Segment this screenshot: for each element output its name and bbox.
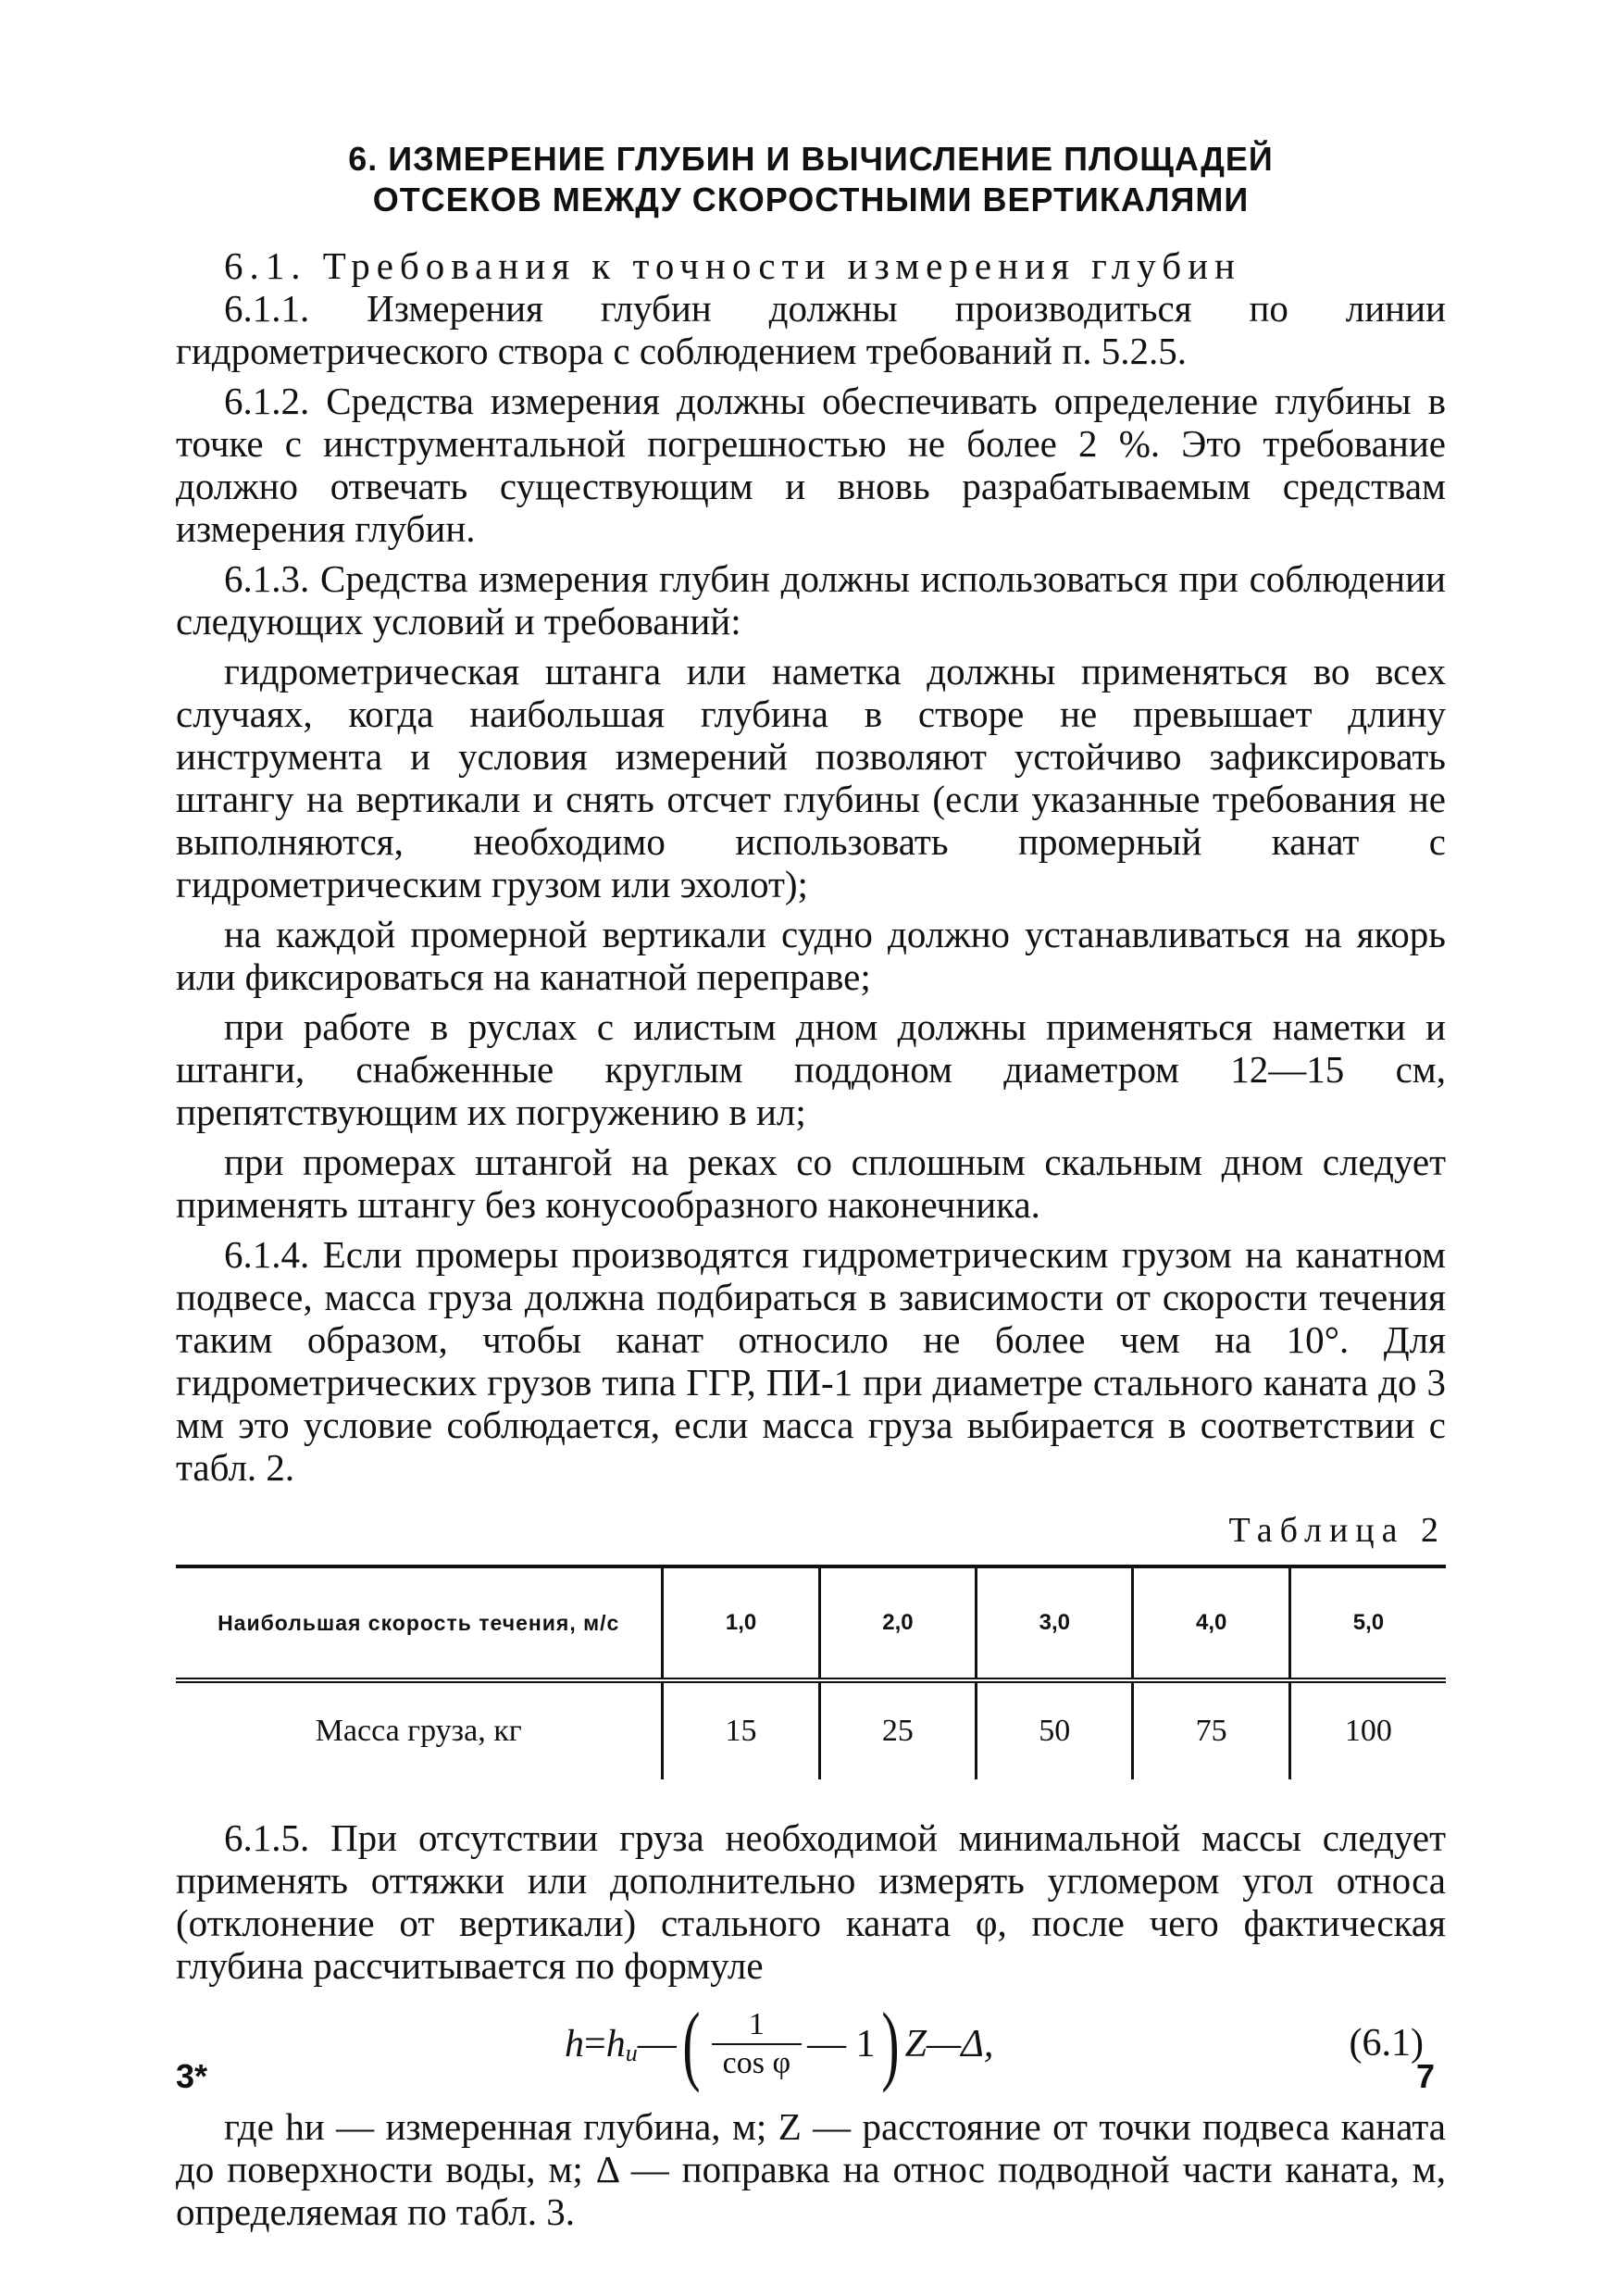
formula-fraction — [712, 2006, 802, 2082]
page-number: 7 — [1415, 2057, 1435, 2095]
paragraph-6-1-3-item-d: при промерах штангой на реках со сплошным скальным дном следует применять штангу без конусообразного наконечника. — [176, 1141, 1446, 1226]
table-header-speed: 2,0 — [819, 1566, 976, 1680]
formula-lhs: h — [565, 2023, 584, 2065]
paragraph-6-1-3-item-c: при работе в руслах с илистым дном должны применяться наметки и штанги, снабженные круглым поддоном диаметром 12—15 см, препятствующим их погружению в ил; — [176, 1005, 1446, 1133]
after-table — [176, 1816, 1446, 2233]
formula-h-measured: h — [605, 2023, 626, 2065]
formula-minus-one: — 1 — [807, 2023, 876, 2065]
paragraph-where: где hи — измеренная глубина, м; Z — расстояние от точки подвеса каната до поверхности воды, м; Δ — поправка на относ подводной части каната, м, определяемая по табл. 3. — [176, 2105, 1446, 2233]
table-2 — [176, 1565, 1446, 1779]
formula-numerator: 1 — [748, 2007, 765, 2041]
paragraph-6-1-3: 6.1.3. Средства измерения глубин должны использоваться при соблюдении следующих условий и требований: — [176, 557, 1446, 643]
formula-tail: Z—Δ, — [904, 2023, 994, 2065]
formula-equals: = — [584, 2023, 606, 2065]
formula-6-1 — [176, 1994, 1446, 2093]
page-content — [176, 139, 1446, 2240]
paragraph-6-1-1: 6.1.1. Измерения глубин должны производиться по линии гидрометрического створа с соблюдением требований п. 5.2.5. — [176, 287, 1446, 372]
section-title: 6.1. Требования к точности измерения глубин — [224, 244, 1241, 287]
table-header-row — [176, 1566, 1446, 1680]
table-cell-mass: 25 — [819, 1680, 976, 1779]
table-caption: Таблица 2 — [1228, 1511, 1446, 1550]
paragraph-6-1-3-item-b: на каждой промерной вертикали судно должно устанавливаться на якорь или фиксироваться на канатной переправе; — [176, 913, 1446, 998]
paragraph-6-1-5: 6.1.5. При отсутствии груза необходимой минимальной массы следует применять оттяжки или дополнительно измерять угломером угол относа (отклонение от вертикали) стального каната φ, после чего фактическая глубина рассчитывается по формуле — [176, 1816, 1446, 1987]
table-header-speed: 3,0 — [977, 1566, 1133, 1680]
table-header-label: Наибольшая скорость течения, м/с — [176, 1566, 663, 1680]
table-cell-mass: 50 — [977, 1680, 1133, 1779]
table-cell-mass: 15 — [663, 1680, 819, 1779]
paragraph-6-1-4: 6.1.4. Если промеры производятся гидрометрическим грузом на канатном подвесе, масса груза должна подбираться в зависимости от скорости течения таким образом, чтобы канат относило не более чем на 10°. Для гидрометрических грузов типа ГГР, ПИ-1 при диаметре стального каната до 3 мм это условие соблюдается, если масса груза выбирается в соответствии с табл. 2. — [176, 1233, 1446, 1489]
chapter-heading — [176, 139, 1446, 220]
table-row — [176, 1680, 1446, 1779]
formula-expression — [565, 1994, 994, 2093]
formula-h-subscript: и — [625, 2040, 638, 2066]
table-header-speed: 5,0 — [1289, 1566, 1446, 1680]
table-header-speed: 4,0 — [1133, 1566, 1289, 1680]
formula-right-paren: ) — [881, 1994, 900, 2093]
signature-mark: 3* — [176, 2057, 208, 2095]
table-cell-mass: 75 — [1133, 1680, 1289, 1779]
table-row-label: Масса груза, кг — [176, 1680, 663, 1779]
paragraph-6-1-3-item-a: гидрометрическая штанга или наметка должны применяться во всех случаях, когда наибольшая глубина в створе не превышает длину инструмента и условия измерений позволяют устойчиво зафиксировать штангу на вертикали и снять отсчет глубины (если указанные требования не выполняются, необходимо использовать промерный канат с гидрометрическим грузом или эхолот); — [176, 650, 1446, 905]
table-header-speed: 1,0 — [663, 1566, 819, 1680]
paragraph-6-1-2: 6.1.2. Средства измерения должны обеспечивать определение глубины в точке с инструментальной погрешностью не более 2 %. Это требование должно отвечать существующим и вновь разрабатываемым средствам измерения глубин. — [176, 380, 1446, 550]
chapter-heading-line-2: ОТСЕКОВ МЕЖДУ СКОРОСТНЫМИ ВЕРТИКАЛЯМИ — [372, 181, 1250, 218]
formula-left-paren: ( — [682, 1994, 701, 2093]
formula-number: (6.1) — [1349, 2022, 1424, 2065]
table-cell-mass: 100 — [1289, 1680, 1446, 1779]
formula-minus: — — [637, 2023, 677, 2065]
chapter-heading-line-1: 6. ИЗМЕРЕНИЕ ГЛУБИН И ВЫЧИСЛЕНИЕ ПЛОЩАДЕЙ — [348, 140, 1274, 178]
formula-denominator: cos φ — [712, 2043, 802, 2082]
